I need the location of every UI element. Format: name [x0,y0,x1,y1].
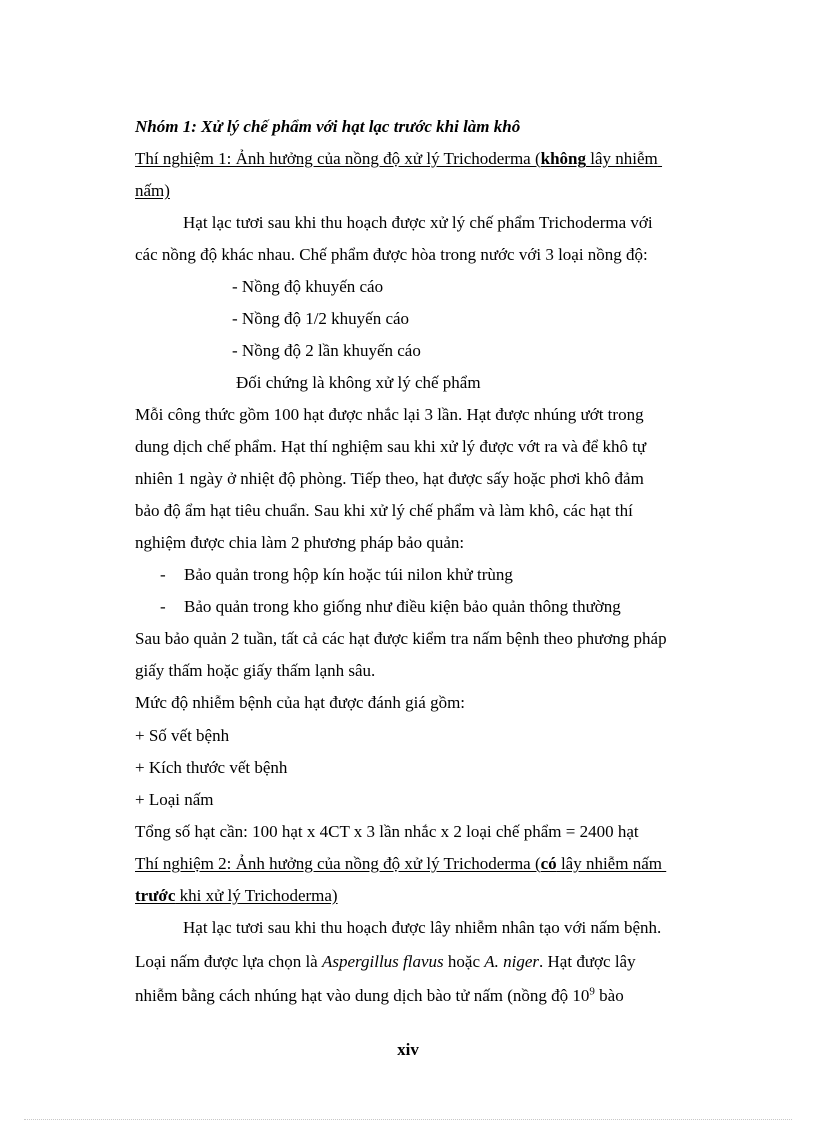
control-item: Đối chứng là không xử lý chế phẩm [236,373,481,392]
criteria-item: + Kích thước vết bệnh [135,758,288,777]
exp2-title-bold: có [540,854,557,873]
page-bottom-divider [24,1119,792,1120]
exp1-title-prefix: Thí nghiệm 1: Ảnh hưởng của nồng độ xử lý Trichoderma ( [135,149,541,168]
experiment-1-title-cont: nấm) [135,181,170,200]
exp2-title-bold-2: trước [135,886,176,905]
paragraph-line: Hạt lạc tươi sau khi thu hoạch được xử lý chế phẩm Trichoderma với [183,213,653,232]
paragraph-line: giấy thấm hoặc giấy thấm lạnh sâu. [135,661,376,680]
species-name: A. niger [484,952,540,971]
exp1-title-suffix: lây nhiễm [586,149,658,168]
section-heading: Nhóm 1: Xử lý chế phẩm với hạt lạc trước khi làm khô [135,117,521,136]
paragraph-line: bảo độ ẩm hạt tiêu chuẩn. Sau khi xử lý chế phẩm và làm khô, các hạt thí [135,501,633,520]
concentration-item: - Nồng độ khuyến cáo [232,277,384,296]
text-run: Loại nấm được lựa chọn là [135,952,322,971]
experiment-2-title [135,854,666,874]
paragraph-line: nhiên 1 ngày ở nhiệt độ phòng. Tiếp theo, hạt được sấy hoặc phơi khô đảm [135,469,644,488]
paragraph-line: nghiệm được chia làm 2 phương pháp bảo quản: [135,533,465,552]
concentration-item: - Nồng độ 2 lần khuyến cáo [232,341,421,360]
storage-item: Bảo quản trong hộp kín hoặc túi nilon khử trùng [184,565,513,584]
total-seeds-line: Tổng số hạt cần: 100 hạt x 4CT x 3 lần nhắc x 2 loại chế phẩm = 2400 hạt [135,822,639,841]
experiment-1-title [135,149,662,169]
paragraph-line: Mỗi công thức gồm 100 hạt được nhắc lại 3 lần. Hạt được nhúng ướt trong [135,405,644,424]
concentration-item: - Nồng độ 1/2 khuyến cáo [232,309,410,328]
text-run: hoặc [443,952,485,971]
species-name: Aspergillus flavus [321,952,444,971]
paragraph-line: Mức độ nhiễm bệnh của hạt được đánh giá gồm: [135,693,466,712]
page-number: xiv [397,1040,419,1059]
exp2-title-suffix: lây nhiễm nấm [556,854,662,873]
exp2-title-suffix-2: khi xử lý Trichoderma) [175,886,338,905]
experiment-2-title-cont [135,886,338,906]
criteria-item: + Loại nấm [135,790,214,809]
criteria-item: + Số vết bệnh [135,726,230,745]
paragraph-line: dung dịch chế phẩm. Hạt thí nghiệm sau khi xử lý được vớt ra và để khô tự [135,437,647,456]
paragraph-line [135,952,636,972]
text-run: bào [594,986,624,1005]
list-bullet: - [160,597,166,616]
superscript: 9 [589,985,595,998]
paragraph-line [135,986,624,1006]
text-run: . Hạt được lây [539,952,636,971]
exp1-title-bold: không [540,149,587,168]
storage-item: Bảo quản trong kho giống như điều kiện bảo quản thông thường [184,597,621,616]
list-bullet: - [160,565,166,584]
paragraph-line: Hạt lạc tươi sau khi thu hoạch được lây nhiễm nhân tạo với nấm bệnh. [183,918,662,937]
text-run: nhiễm bằng cách nhúng hạt vào dung dịch bào tử nấm (nồng độ 10 [135,986,590,1005]
paragraph-line: các nồng độ khác nhau. Chế phẩm được hòa trong nước với 3 loại nồng độ: [135,245,648,264]
paragraph-line: Sau bảo quản 2 tuần, tất cả các hạt được kiểm tra nấm bệnh theo phương pháp [135,629,667,648]
exp2-title-prefix: Thí nghiệm 2: Ảnh hưởng của nồng độ xử lý Trichoderma ( [135,854,541,873]
